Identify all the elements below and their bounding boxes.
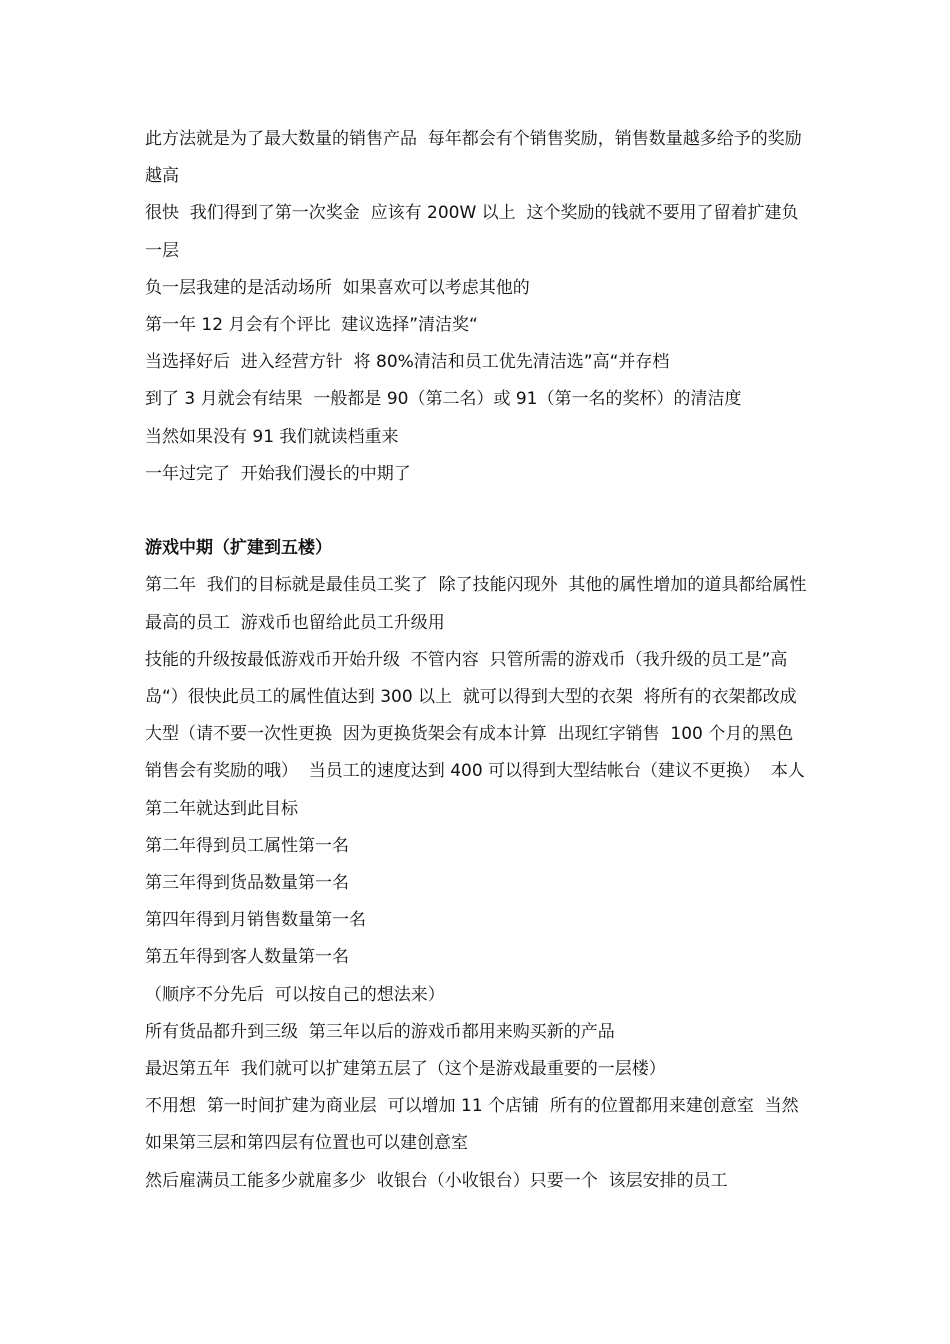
paragraph: 第三年得到货品数量第一名 bbox=[145, 873, 349, 894]
paragraph: （顺序不分先后 可以按自己的想法来） bbox=[145, 984, 445, 1005]
blank-line bbox=[145, 493, 810, 530]
paragraph: 第四年得到月销售数量第一名 bbox=[145, 910, 366, 931]
section-heading: 游戏中期（扩建到五楼） bbox=[145, 538, 332, 559]
paragraph: 第一年 12 月会有个评比 建议选择”清洁奖“ bbox=[145, 315, 478, 336]
paragraph: 负一层我建的是活动场所 如果喜欢可以考虑其他的 bbox=[145, 277, 530, 298]
paragraph: 很快 我们得到了第一次奖金 应该有 200W 以上 这个奖励的钱就不要用了留着扩建负一层 bbox=[145, 203, 799, 261]
paragraph: 不用想 第一时间扩建为商业层 可以增加 11 个店铺 所有的位置都用来建创意室 当然如果第三层和第四层有位置也可以建创意室 bbox=[145, 1096, 799, 1154]
paragraph: 第五年得到客人数量第一名 bbox=[145, 947, 349, 968]
paragraph: 当然如果没有 91 我们就读档重来 bbox=[145, 426, 399, 447]
paragraph: 此方法就是为了最大数量的销售产品 每年都会有个销售奖励，销售数量越多给予的奖励越高 bbox=[145, 129, 802, 187]
paragraph: 到了 3 月就会有结果 一般都是 90（第二名）或 91（第一名的奖杯）的清洁度 bbox=[145, 389, 742, 410]
paragraph: 第二年得到员工属性第一名 bbox=[145, 835, 349, 856]
paragraph: 最迟第五年 我们就可以扩建第五层了（这个是游戏最重要的一层楼） bbox=[145, 1059, 666, 1080]
paragraph: 所有货品都升到三级 第三年以后的游戏币都用来购买新的产品 bbox=[145, 1021, 615, 1042]
paragraph: 第二年 我们的目标就是最佳员工奖了 除了技能闪现外 其他的属性增加的道具都给属性最高的员工 游戏币也留给此员工升级用 bbox=[145, 575, 807, 633]
paragraph: 然后雇满员工能多少就雇多少 收银台（小收银台）只要一个 该层安排的员工 bbox=[145, 1170, 728, 1191]
paragraph: 技能的升级按最低游戏币开始升级 不管内容 只管所需的游戏币（我升级的员工是”高岛“）很快此员工的属性值达到 300 以上 就可以得到大型的衣架 将所有的衣架都改成大型（请不要一次性更换 因为更换货架会有成本计算 出现红字销售 100 个月的黑色销售会有奖励的哦） 当员工的速度达到 400 可以得到大型结帐台（建议不更换） 本人第二年就达到此目标 bbox=[145, 649, 805, 819]
paragraph: 一年过完了 开始我们漫长的中期了 bbox=[145, 463, 411, 484]
document-body bbox=[145, 121, 810, 1200]
paragraph: 当选择好后 进入经营方针 将 80%清洁和员工优先清洁选”高“并存档 bbox=[145, 352, 670, 373]
